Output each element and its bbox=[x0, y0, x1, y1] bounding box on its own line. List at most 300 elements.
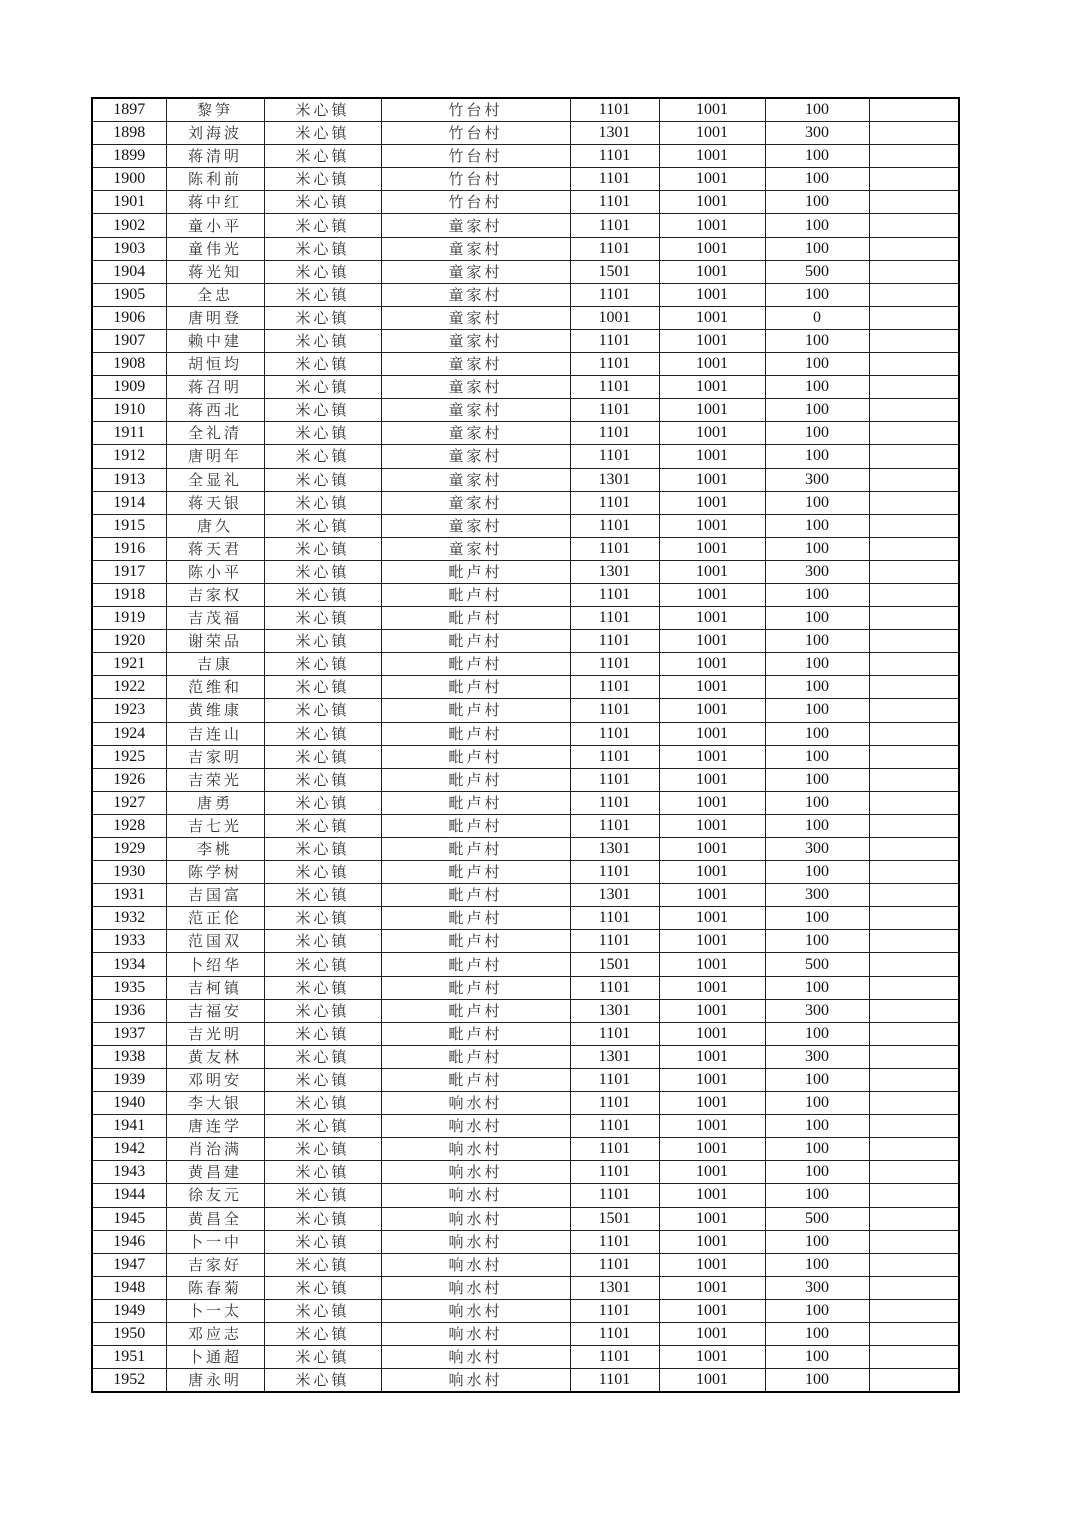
note-cell bbox=[869, 814, 959, 837]
table-row bbox=[92, 953, 959, 976]
amount-b-cell: 1001 bbox=[659, 98, 765, 122]
town-cell: 米心镇 bbox=[264, 1253, 381, 1276]
row-number-cell: 1908 bbox=[92, 353, 166, 376]
table-row bbox=[92, 907, 959, 930]
amount-b-cell: 1001 bbox=[659, 630, 765, 653]
note-cell bbox=[869, 191, 959, 214]
row-number-cell: 1900 bbox=[92, 168, 166, 191]
table-row bbox=[92, 1230, 959, 1253]
town-cell: 米心镇 bbox=[264, 1092, 381, 1115]
row-number-cell: 1911 bbox=[92, 422, 166, 445]
town-cell: 米心镇 bbox=[264, 422, 381, 445]
name-cell: 范正伦 bbox=[166, 907, 264, 930]
note-cell bbox=[869, 468, 959, 491]
village-cell: 竹台村 bbox=[381, 191, 570, 214]
row-number-cell: 1941 bbox=[92, 1115, 166, 1138]
difference-cell: 300 bbox=[765, 884, 869, 907]
row-number-cell: 1916 bbox=[92, 537, 166, 560]
amount-a-cell: 1101 bbox=[570, 1299, 659, 1322]
note-cell bbox=[869, 306, 959, 329]
amount-b-cell: 1001 bbox=[659, 745, 765, 768]
name-cell: 全显礼 bbox=[166, 468, 264, 491]
town-cell: 米心镇 bbox=[264, 999, 381, 1022]
town-cell: 米心镇 bbox=[264, 1276, 381, 1299]
note-cell bbox=[869, 537, 959, 560]
table-row bbox=[92, 329, 959, 352]
name-cell: 全礼清 bbox=[166, 422, 264, 445]
name-cell: 黄昌建 bbox=[166, 1161, 264, 1184]
amount-b-cell: 1001 bbox=[659, 1230, 765, 1253]
town-cell: 米心镇 bbox=[264, 283, 381, 306]
amount-b-cell: 1001 bbox=[659, 237, 765, 260]
difference-cell: 100 bbox=[765, 353, 869, 376]
town-cell: 米心镇 bbox=[264, 1138, 381, 1161]
village-cell: 竹台村 bbox=[381, 168, 570, 191]
amount-b-cell: 1001 bbox=[659, 376, 765, 399]
name-cell: 全忠 bbox=[166, 283, 264, 306]
name-cell: 蒋光知 bbox=[166, 260, 264, 283]
row-number-cell: 1923 bbox=[92, 699, 166, 722]
note-cell bbox=[869, 168, 959, 191]
note-cell bbox=[869, 884, 959, 907]
table-row bbox=[92, 537, 959, 560]
village-cell: 毗卢村 bbox=[381, 976, 570, 999]
difference-cell: 100 bbox=[765, 814, 869, 837]
difference-cell: 100 bbox=[765, 445, 869, 468]
difference-cell: 100 bbox=[765, 422, 869, 445]
row-number-cell: 1922 bbox=[92, 676, 166, 699]
row-number-cell: 1935 bbox=[92, 976, 166, 999]
amount-b-cell: 1001 bbox=[659, 1276, 765, 1299]
amount-b-cell: 1001 bbox=[659, 884, 765, 907]
table-row bbox=[92, 237, 959, 260]
name-cell: 唐久 bbox=[166, 514, 264, 537]
village-cell: 毗卢村 bbox=[381, 768, 570, 791]
amount-b-cell: 1001 bbox=[659, 353, 765, 376]
difference-cell: 300 bbox=[765, 1045, 869, 1068]
table-row bbox=[92, 653, 959, 676]
amount-a-cell: 1301 bbox=[570, 560, 659, 583]
difference-cell: 100 bbox=[765, 1115, 869, 1138]
table-row bbox=[92, 445, 959, 468]
town-cell: 米心镇 bbox=[264, 1184, 381, 1207]
village-cell: 毗卢村 bbox=[381, 607, 570, 630]
name-cell: 陈利前 bbox=[166, 168, 264, 191]
note-cell bbox=[869, 1322, 959, 1345]
name-cell: 吉光明 bbox=[166, 1022, 264, 1045]
difference-cell: 100 bbox=[765, 1322, 869, 1345]
note-cell bbox=[869, 1068, 959, 1091]
difference-cell: 100 bbox=[765, 1346, 869, 1369]
amount-a-cell: 1301 bbox=[570, 468, 659, 491]
difference-cell: 100 bbox=[765, 907, 869, 930]
amount-a-cell: 1501 bbox=[570, 953, 659, 976]
difference-cell: 100 bbox=[765, 399, 869, 422]
amount-a-cell: 1101 bbox=[570, 191, 659, 214]
town-cell: 米心镇 bbox=[264, 1045, 381, 1068]
amount-a-cell: 1101 bbox=[570, 699, 659, 722]
row-number-cell: 1939 bbox=[92, 1068, 166, 1091]
table-row bbox=[92, 191, 959, 214]
row-number-cell: 1951 bbox=[92, 1346, 166, 1369]
name-cell: 吉柯镇 bbox=[166, 976, 264, 999]
name-cell: 唐明登 bbox=[166, 306, 264, 329]
village-cell: 毗卢村 bbox=[381, 1068, 570, 1091]
amount-b-cell: 1001 bbox=[659, 445, 765, 468]
village-cell: 童家村 bbox=[381, 468, 570, 491]
note-cell bbox=[869, 607, 959, 630]
amount-a-cell: 1101 bbox=[570, 745, 659, 768]
amount-a-cell: 1301 bbox=[570, 122, 659, 145]
name-cell: 吉家权 bbox=[166, 583, 264, 606]
town-cell: 米心镇 bbox=[264, 1068, 381, 1091]
name-cell: 童小平 bbox=[166, 214, 264, 237]
table-row bbox=[92, 560, 959, 583]
difference-cell: 100 bbox=[765, 1161, 869, 1184]
row-number-cell: 1915 bbox=[92, 514, 166, 537]
row-number-cell: 1952 bbox=[92, 1369, 166, 1393]
village-cell: 响水村 bbox=[381, 1161, 570, 1184]
town-cell: 米心镇 bbox=[264, 329, 381, 352]
amount-b-cell: 1001 bbox=[659, 145, 765, 168]
difference-cell: 100 bbox=[765, 861, 869, 884]
difference-cell: 500 bbox=[765, 1207, 869, 1230]
name-cell: 吉国富 bbox=[166, 884, 264, 907]
amount-b-cell: 1001 bbox=[659, 560, 765, 583]
table-row bbox=[92, 583, 959, 606]
village-cell: 毗卢村 bbox=[381, 560, 570, 583]
amount-b-cell: 1001 bbox=[659, 907, 765, 930]
amount-a-cell: 1101 bbox=[570, 537, 659, 560]
row-number-cell: 1929 bbox=[92, 838, 166, 861]
row-number-cell: 1901 bbox=[92, 191, 166, 214]
name-cell: 范维和 bbox=[166, 676, 264, 699]
difference-cell: 100 bbox=[765, 191, 869, 214]
table-row bbox=[92, 122, 959, 145]
amount-b-cell: 1001 bbox=[659, 1022, 765, 1045]
difference-cell: 100 bbox=[765, 699, 869, 722]
difference-cell: 100 bbox=[765, 930, 869, 953]
name-cell: 吉康 bbox=[166, 653, 264, 676]
table-row bbox=[92, 1161, 959, 1184]
note-cell bbox=[869, 1184, 959, 1207]
difference-cell: 100 bbox=[765, 676, 869, 699]
village-cell: 毗卢村 bbox=[381, 653, 570, 676]
name-cell: 唐永明 bbox=[166, 1369, 264, 1393]
town-cell: 米心镇 bbox=[264, 98, 381, 122]
village-cell: 响水村 bbox=[381, 1115, 570, 1138]
name-cell: 谢荣品 bbox=[166, 630, 264, 653]
town-cell: 米心镇 bbox=[264, 145, 381, 168]
table-row bbox=[92, 283, 959, 306]
amount-b-cell: 1001 bbox=[659, 930, 765, 953]
town-cell: 米心镇 bbox=[264, 353, 381, 376]
amount-b-cell: 1001 bbox=[659, 768, 765, 791]
village-cell: 童家村 bbox=[381, 422, 570, 445]
row-number-cell: 1927 bbox=[92, 791, 166, 814]
table-row bbox=[92, 145, 959, 168]
row-number-cell: 1912 bbox=[92, 445, 166, 468]
amount-b-cell: 1001 bbox=[659, 1253, 765, 1276]
table-row bbox=[92, 98, 959, 122]
amount-a-cell: 1301 bbox=[570, 1045, 659, 1068]
amount-b-cell: 1001 bbox=[659, 537, 765, 560]
difference-cell: 100 bbox=[765, 1299, 869, 1322]
amount-b-cell: 1001 bbox=[659, 399, 765, 422]
name-cell: 唐连学 bbox=[166, 1115, 264, 1138]
difference-cell: 100 bbox=[765, 168, 869, 191]
row-number-cell: 1926 bbox=[92, 768, 166, 791]
amount-b-cell: 1001 bbox=[659, 283, 765, 306]
village-cell: 响水村 bbox=[381, 1369, 570, 1393]
town-cell: 米心镇 bbox=[264, 1346, 381, 1369]
amount-a-cell: 1101 bbox=[570, 768, 659, 791]
town-cell: 米心镇 bbox=[264, 976, 381, 999]
amount-a-cell: 1101 bbox=[570, 1253, 659, 1276]
row-number-cell: 1899 bbox=[92, 145, 166, 168]
village-cell: 童家村 bbox=[381, 445, 570, 468]
note-cell bbox=[869, 214, 959, 237]
name-cell: 邓应志 bbox=[166, 1322, 264, 1345]
row-number-cell: 1920 bbox=[92, 630, 166, 653]
town-cell: 米心镇 bbox=[264, 861, 381, 884]
note-cell bbox=[869, 1115, 959, 1138]
difference-cell: 100 bbox=[765, 768, 869, 791]
table-row bbox=[92, 791, 959, 814]
amount-b-cell: 1001 bbox=[659, 1138, 765, 1161]
difference-cell: 300 bbox=[765, 1276, 869, 1299]
village-cell: 响水村 bbox=[381, 1322, 570, 1345]
row-number-cell: 1928 bbox=[92, 814, 166, 837]
row-number-cell: 1914 bbox=[92, 491, 166, 514]
row-number-cell: 1946 bbox=[92, 1230, 166, 1253]
table-row bbox=[92, 1115, 959, 1138]
village-cell: 毗卢村 bbox=[381, 676, 570, 699]
town-cell: 米心镇 bbox=[264, 814, 381, 837]
table-row bbox=[92, 422, 959, 445]
name-cell: 吉荣光 bbox=[166, 768, 264, 791]
town-cell: 米心镇 bbox=[264, 907, 381, 930]
table-row bbox=[92, 468, 959, 491]
table-row bbox=[92, 861, 959, 884]
name-cell: 蒋西北 bbox=[166, 399, 264, 422]
difference-cell: 100 bbox=[765, 791, 869, 814]
row-number-cell: 1897 bbox=[92, 98, 166, 122]
note-cell bbox=[869, 353, 959, 376]
table-row bbox=[92, 1322, 959, 1345]
amount-a-cell: 1101 bbox=[570, 329, 659, 352]
difference-cell: 100 bbox=[765, 1230, 869, 1253]
note-cell bbox=[869, 1346, 959, 1369]
amount-b-cell: 1001 bbox=[659, 514, 765, 537]
note-cell bbox=[869, 583, 959, 606]
name-cell: 陈学树 bbox=[166, 861, 264, 884]
table-row bbox=[92, 1207, 959, 1230]
town-cell: 米心镇 bbox=[264, 514, 381, 537]
table-row bbox=[92, 214, 959, 237]
village-cell: 响水村 bbox=[381, 1138, 570, 1161]
table-row bbox=[92, 676, 959, 699]
difference-cell: 100 bbox=[765, 283, 869, 306]
note-cell bbox=[869, 514, 959, 537]
amount-a-cell: 1101 bbox=[570, 976, 659, 999]
village-cell: 竹台村 bbox=[381, 98, 570, 122]
village-cell: 响水村 bbox=[381, 1230, 570, 1253]
table-row bbox=[92, 260, 959, 283]
amount-a-cell: 1101 bbox=[570, 491, 659, 514]
table-row bbox=[92, 1253, 959, 1276]
table-row bbox=[92, 838, 959, 861]
note-cell bbox=[869, 237, 959, 260]
name-cell: 吉福安 bbox=[166, 999, 264, 1022]
name-cell: 吉家明 bbox=[166, 745, 264, 768]
note-cell bbox=[869, 1092, 959, 1115]
difference-cell: 100 bbox=[765, 722, 869, 745]
amount-a-cell: 1101 bbox=[570, 237, 659, 260]
row-number-cell: 1918 bbox=[92, 583, 166, 606]
town-cell: 米心镇 bbox=[264, 306, 381, 329]
amount-b-cell: 1001 bbox=[659, 814, 765, 837]
table-row bbox=[92, 1346, 959, 1369]
note-cell bbox=[869, 399, 959, 422]
name-cell: 蒋召明 bbox=[166, 376, 264, 399]
note-cell bbox=[869, 791, 959, 814]
row-number-cell: 1919 bbox=[92, 607, 166, 630]
note-cell bbox=[869, 560, 959, 583]
village-cell: 毗卢村 bbox=[381, 630, 570, 653]
amount-a-cell: 1101 bbox=[570, 1230, 659, 1253]
amount-a-cell: 1101 bbox=[570, 607, 659, 630]
amount-a-cell: 1101 bbox=[570, 353, 659, 376]
difference-cell: 100 bbox=[765, 98, 869, 122]
town-cell: 米心镇 bbox=[264, 1369, 381, 1393]
village-cell: 童家村 bbox=[381, 306, 570, 329]
difference-cell: 100 bbox=[765, 1138, 869, 1161]
note-cell bbox=[869, 838, 959, 861]
name-cell: 刘海波 bbox=[166, 122, 264, 145]
amount-b-cell: 1001 bbox=[659, 583, 765, 606]
village-cell: 毗卢村 bbox=[381, 699, 570, 722]
difference-cell: 100 bbox=[765, 376, 869, 399]
row-number-cell: 1948 bbox=[92, 1276, 166, 1299]
table-row bbox=[92, 768, 959, 791]
row-number-cell: 1932 bbox=[92, 907, 166, 930]
name-cell: 卜绍华 bbox=[166, 953, 264, 976]
name-cell: 童伟光 bbox=[166, 237, 264, 260]
row-number-cell: 1902 bbox=[92, 214, 166, 237]
row-number-cell: 1910 bbox=[92, 399, 166, 422]
difference-cell: 100 bbox=[765, 491, 869, 514]
village-cell: 毗卢村 bbox=[381, 953, 570, 976]
difference-cell: 500 bbox=[765, 260, 869, 283]
row-number-cell: 1930 bbox=[92, 861, 166, 884]
name-cell: 黄维康 bbox=[166, 699, 264, 722]
amount-a-cell: 1101 bbox=[570, 1068, 659, 1091]
amount-a-cell: 1101 bbox=[570, 1115, 659, 1138]
table-row bbox=[92, 306, 959, 329]
table-row bbox=[92, 168, 959, 191]
town-cell: 米心镇 bbox=[264, 1115, 381, 1138]
roster-table-body bbox=[92, 98, 959, 1392]
note-cell bbox=[869, 98, 959, 122]
difference-cell: 300 bbox=[765, 838, 869, 861]
town-cell: 米心镇 bbox=[264, 1207, 381, 1230]
town-cell: 米心镇 bbox=[264, 537, 381, 560]
row-number-cell: 1934 bbox=[92, 953, 166, 976]
table-row bbox=[92, 1369, 959, 1393]
town-cell: 米心镇 bbox=[264, 1022, 381, 1045]
amount-b-cell: 1001 bbox=[659, 607, 765, 630]
village-cell: 童家村 bbox=[381, 514, 570, 537]
amount-a-cell: 1101 bbox=[570, 1322, 659, 1345]
note-cell bbox=[869, 953, 959, 976]
amount-b-cell: 1001 bbox=[659, 1207, 765, 1230]
name-cell: 吉七光 bbox=[166, 814, 264, 837]
amount-a-cell: 1101 bbox=[570, 1369, 659, 1393]
amount-b-cell: 1001 bbox=[659, 1299, 765, 1322]
name-cell: 吉家好 bbox=[166, 1253, 264, 1276]
difference-cell: 100 bbox=[765, 237, 869, 260]
name-cell: 李桃 bbox=[166, 838, 264, 861]
amount-b-cell: 1001 bbox=[659, 422, 765, 445]
village-cell: 毗卢村 bbox=[381, 1022, 570, 1045]
name-cell: 蒋中红 bbox=[166, 191, 264, 214]
amount-a-cell: 1301 bbox=[570, 838, 659, 861]
table-row bbox=[92, 1138, 959, 1161]
village-cell: 毗卢村 bbox=[381, 583, 570, 606]
amount-b-cell: 1001 bbox=[659, 953, 765, 976]
amount-b-cell: 1001 bbox=[659, 1068, 765, 1091]
amount-b-cell: 1001 bbox=[659, 676, 765, 699]
amount-a-cell: 1101 bbox=[570, 1092, 659, 1115]
difference-cell: 100 bbox=[765, 1369, 869, 1393]
table-row bbox=[92, 976, 959, 999]
row-number-cell: 1936 bbox=[92, 999, 166, 1022]
note-cell bbox=[869, 422, 959, 445]
amount-a-cell: 1101 bbox=[570, 930, 659, 953]
note-cell bbox=[869, 1045, 959, 1068]
village-cell: 响水村 bbox=[381, 1207, 570, 1230]
note-cell bbox=[869, 999, 959, 1022]
difference-cell: 100 bbox=[765, 1253, 869, 1276]
village-cell: 响水村 bbox=[381, 1184, 570, 1207]
town-cell: 米心镇 bbox=[264, 838, 381, 861]
amount-a-cell: 1101 bbox=[570, 168, 659, 191]
difference-cell: 300 bbox=[765, 122, 869, 145]
village-cell: 童家村 bbox=[381, 237, 570, 260]
name-cell: 卜通超 bbox=[166, 1346, 264, 1369]
village-cell: 童家村 bbox=[381, 491, 570, 514]
amount-a-cell: 1101 bbox=[570, 583, 659, 606]
amount-b-cell: 1001 bbox=[659, 1322, 765, 1345]
amount-b-cell: 1001 bbox=[659, 791, 765, 814]
amount-b-cell: 1001 bbox=[659, 122, 765, 145]
town-cell: 米心镇 bbox=[264, 699, 381, 722]
row-number-cell: 1903 bbox=[92, 237, 166, 260]
town-cell: 米心镇 bbox=[264, 168, 381, 191]
town-cell: 米心镇 bbox=[264, 376, 381, 399]
note-cell bbox=[869, 1022, 959, 1045]
town-cell: 米心镇 bbox=[264, 468, 381, 491]
amount-b-cell: 1001 bbox=[659, 260, 765, 283]
amount-b-cell: 1001 bbox=[659, 306, 765, 329]
row-number-cell: 1945 bbox=[92, 1207, 166, 1230]
name-cell: 蒋天银 bbox=[166, 491, 264, 514]
row-number-cell: 1940 bbox=[92, 1092, 166, 1115]
amount-b-cell: 1001 bbox=[659, 999, 765, 1022]
table-row bbox=[92, 814, 959, 837]
amount-a-cell: 1101 bbox=[570, 376, 659, 399]
